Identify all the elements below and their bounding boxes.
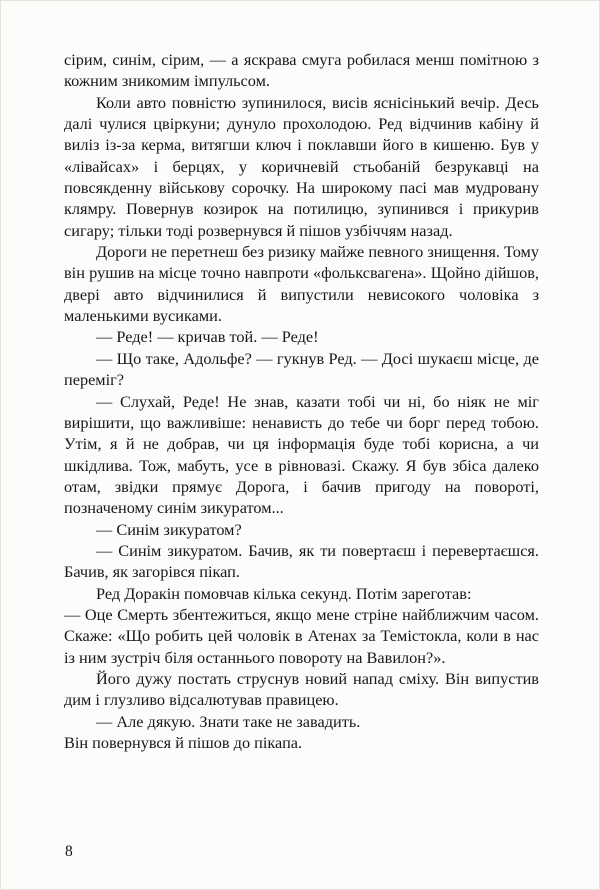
page-number: 8 xyxy=(65,843,73,860)
paragraph: Він повернувся й пішов до пікапа. xyxy=(64,733,303,752)
page-text xyxy=(64,49,539,753)
paragraph: сірим, синім, сірим, — а яскрава смуга робилася менш помітною з кожним зникомим імпульсом. xyxy=(64,50,539,91)
paragraph: Дороги не перетнеш без ризику майже певного знищення. Тому він рушив на місце точно навпроти «фольксвагена». Щойно дійшов, двері авто відчинилися й випустили невисокого чоловіка з маленькими вусиками. xyxy=(64,242,539,326)
paragraph: Коли авто повністю зупинилося, висів яснісінький вечір. Десь далі чулися цвіркуни; дунуло прохолодою. Ред відчинив кабіну й виліз із-за керма, витягши ключ і поклавши його в кишеню. Був у «лівайсах» і берцях, у коричневій стьобаній безрукавці на повсякденну військову сорочку. На широкому пасі мав мудровану клямру. Повернув козирок на потилицю, зупинився і прикурив сигару; тільки тоді розвернувся й пішов узбіччям назад. xyxy=(64,92,539,240)
paragraph: — Синім зикуратом? xyxy=(96,519,242,539)
paragraph: Його дужу постать струснув новий напад сміху. Він випустив дим і глузливо відсалютував правицею. xyxy=(64,668,539,710)
paragraph: — Але дякую. Знати таке не завадить. xyxy=(96,711,361,731)
paragraph: — Синім зикуратом. Бачив, як ти повертаєш і перевертаєшся. Бачив, як загорівся пікап. xyxy=(64,540,539,582)
paragraph: Ред Доракін помовчав кілька секунд. Потім зареготав: xyxy=(96,583,472,603)
paragraph: — Що таке, Адольфе? — гукнув Ред. — Досі шукаєш місце, де переміг? xyxy=(64,348,539,390)
paragraph: — Реде! — кричав той. — Реде! xyxy=(96,327,319,347)
paragraph: — Оце Смерть збентежиться, якщо мене стріне найближчим часом. Скаже: «Що робить цей чоловік в Атенах за Темістокла, коли в нас із ним зустріч біля останнього повороту на Вавилон?». xyxy=(64,604,539,667)
paragraph: — Слухай, Реде! Не знав, казати тобі чи ні, бо ніяк не міг вирішити, що важливіше: ненависть до тебе чи борг перед тобою. Утім, я й не добрав, чи ця інформація буде тобі корисна, а чи шкідлива. Тож, мабуть, усе в рівновазі. Скажу. Я був збіса далеко отам, звідки прямує Дорога, і бачив пригоду на повороті, позначеному синім зикуратом... xyxy=(64,391,539,518)
